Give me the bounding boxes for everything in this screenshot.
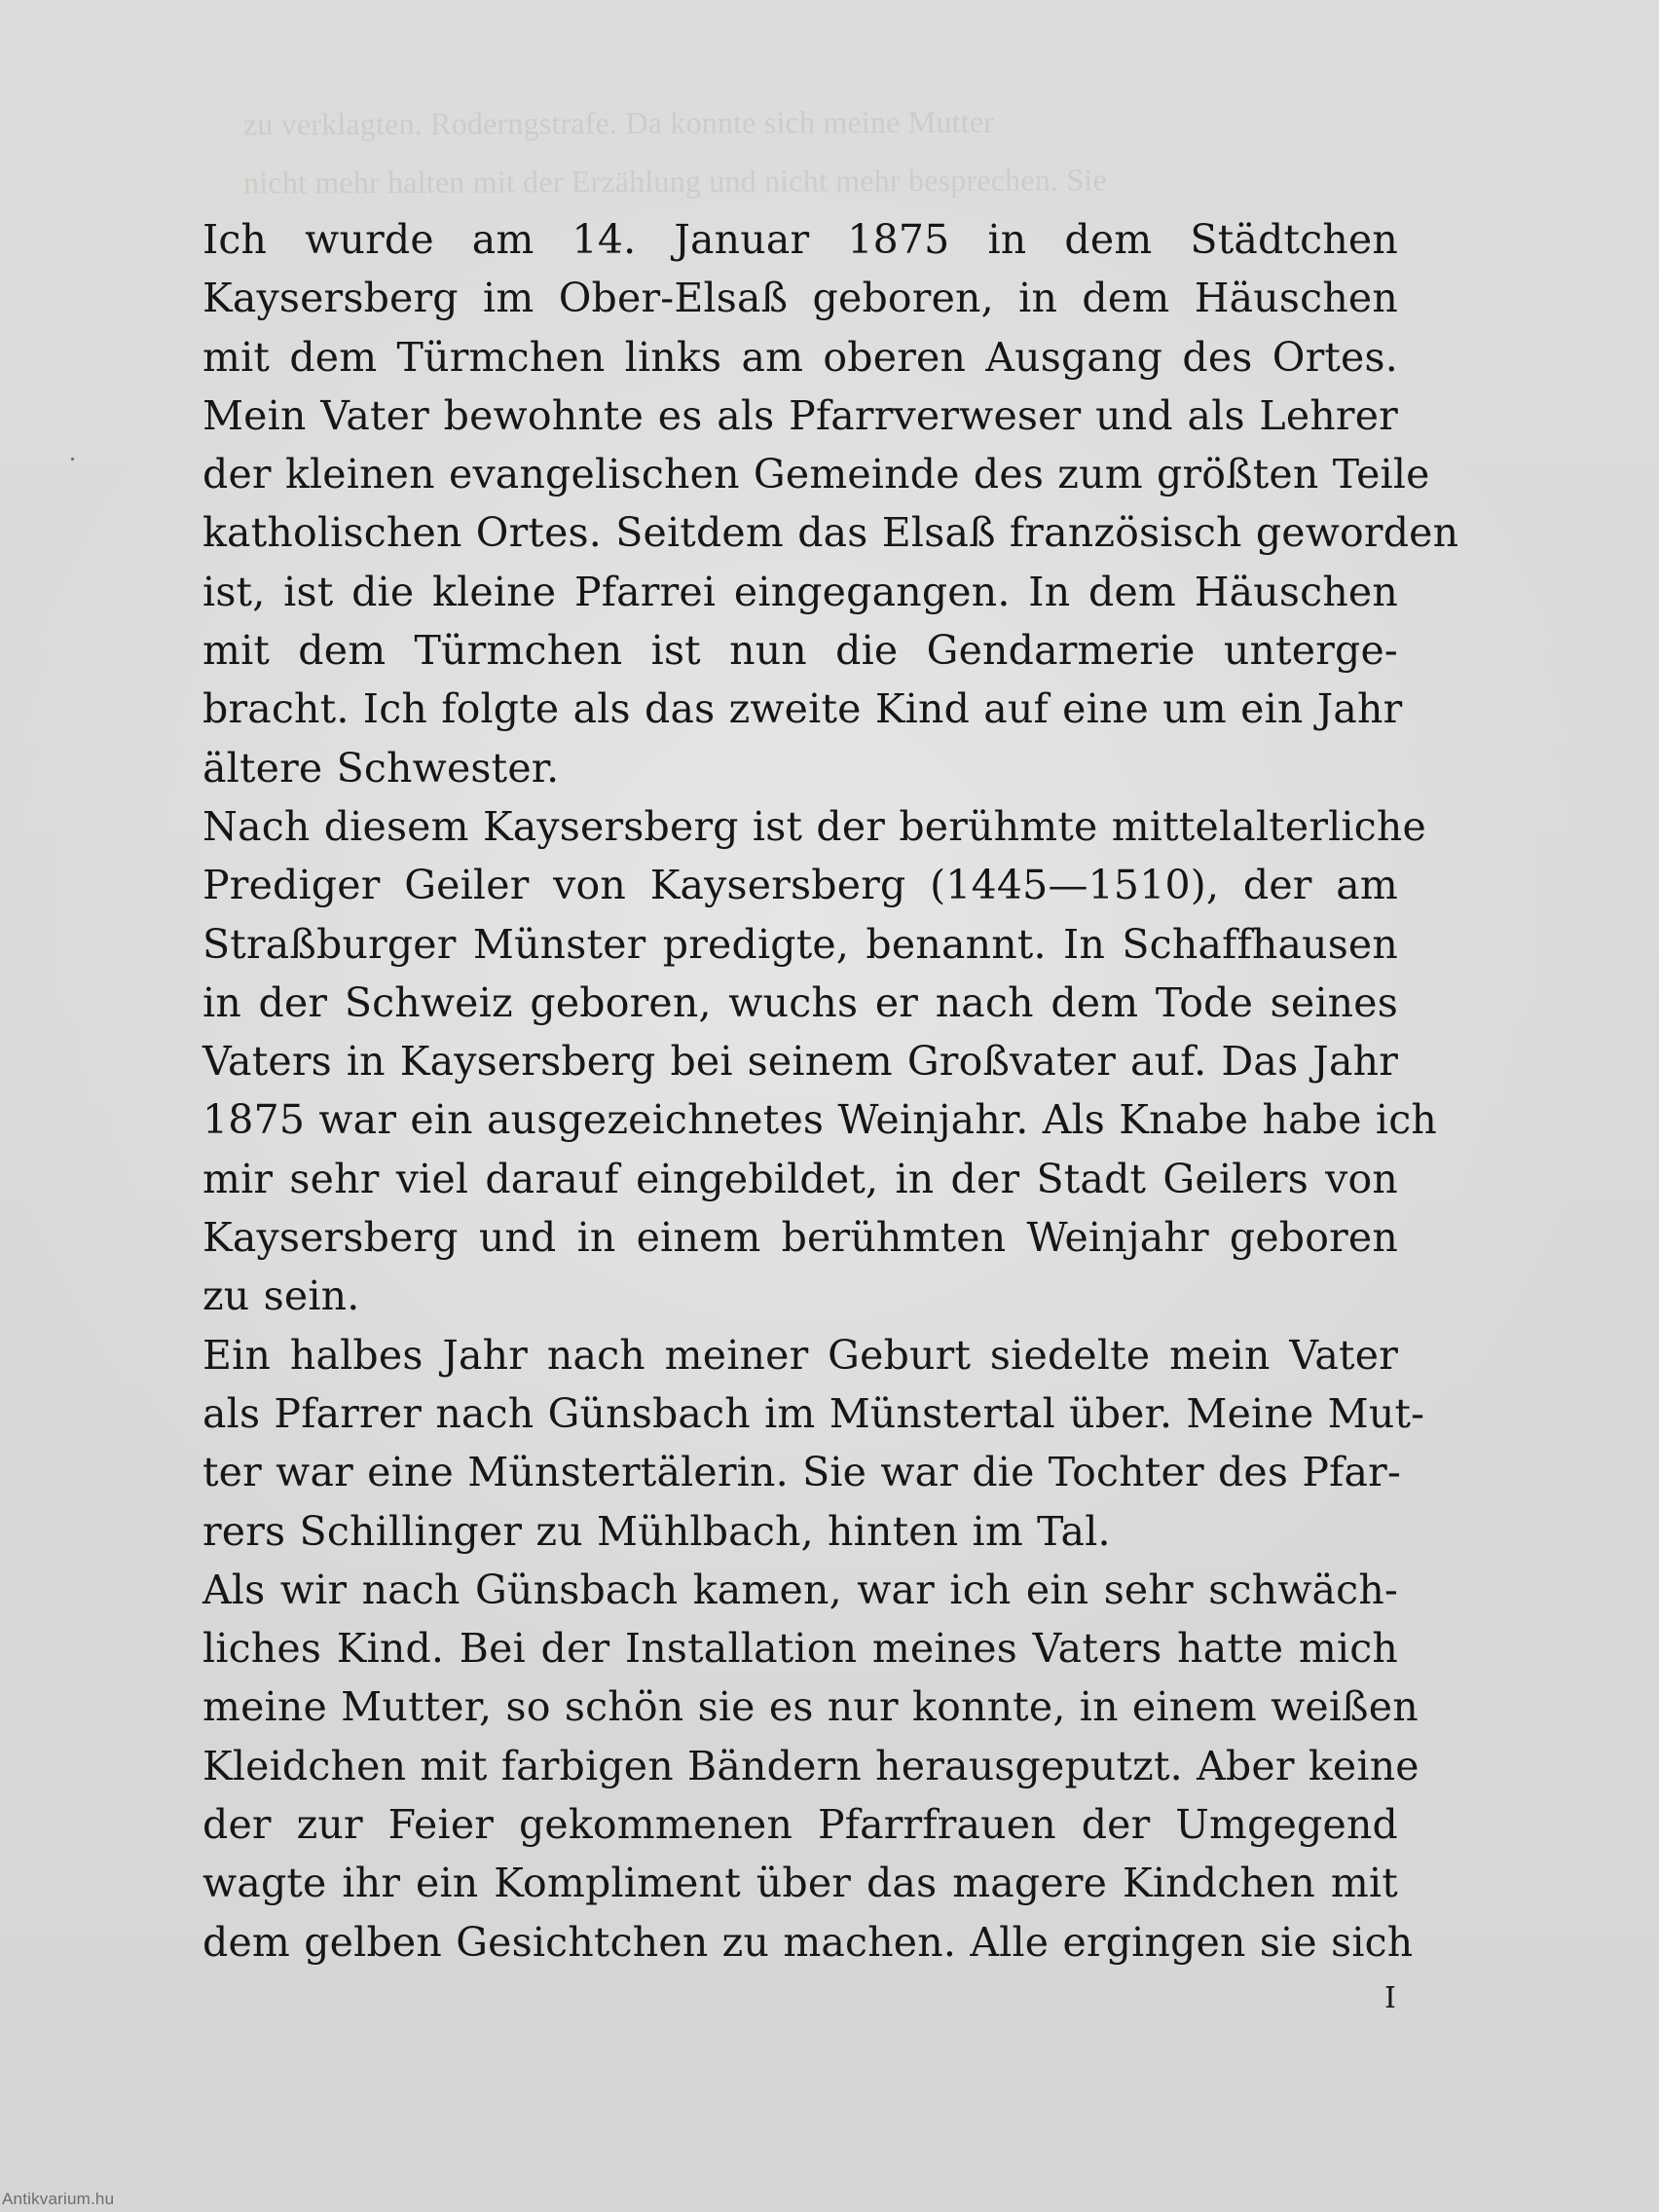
text-line: Ein halbes Jahr nach meiner Geburt siedelte mein Vater: [203, 1331, 1398, 1379]
text-line: Nach diesem Kaysersberg ist der berühmte mittelalterliche: [203, 802, 1426, 850]
text-line: Ich wurde am 14. Januar 1875 in dem Städtchen: [203, 216, 1398, 263]
text-line: liches Kind. Bei der Installation meines Vaters hatte mich: [203, 1625, 1398, 1673]
page-number: I: [1384, 1981, 1396, 2015]
text-line: in der Schweiz geboren, wuchs er nach dem Tode seines: [203, 978, 1398, 1026]
text-line: Kaysersberg im Ober-Elsaß geboren, in dem Häuschen: [203, 275, 1398, 322]
paper-speck: [71, 458, 74, 461]
text-line: Prediger Geiler von Kaysersberg (1445—1510), der am: [203, 862, 1398, 909]
text-line: dem gelben Gesichtchen zu machen. Alle ergingen sie sich: [203, 1918, 1414, 1966]
show-through-line: zu verklagten. Roderngstrafe. Da konnte sich meine Mutter: [242, 103, 995, 142]
text-line: Vaters in Kaysersberg bei seinem Großvater auf. Das Jahr: [203, 1038, 1398, 1086]
text-line: als Pfarrer nach Günsbach im Münstertal über. Meine Mut-: [203, 1389, 1425, 1437]
text-line: der zur Feier gekommenen Pfarrfrauen der Umgegend: [203, 1801, 1398, 1849]
text-line: ältere Schwester.: [203, 744, 560, 792]
text-line: rers Schillinger zu Mühlbach, hinten im Tal.: [203, 1507, 1111, 1555]
body-text: [203, 210, 1459, 1972]
text-line: Kaysersberg und in einem berühmten Weinjahr geboren: [203, 1214, 1398, 1262]
text-line: Mein Vater bewohnte es als Pfarrverweser und als Lehrer: [203, 391, 1398, 439]
text-line: bracht. Ich folgte als das zweite Kind auf eine um ein Jahr: [203, 685, 1403, 733]
text-line: der kleinen evangelischen Gemeinde des zum größten Teile: [203, 451, 1430, 498]
text-line: ist, ist die kleine Pfarrei eingegangen. In dem Häuschen: [203, 568, 1398, 615]
show-through-line: nicht mehr halten mit der Erzählung und nicht mehr besprechen. Sie: [243, 162, 1107, 201]
text-line: zu sein.: [203, 1272, 360, 1320]
text-line: Kleidchen mit farbigen Bändern herausgeputzt. Aber keine: [203, 1742, 1419, 1789]
text-line: wagte ihr ein Kompliment über das magere Kindchen mit: [203, 1860, 1398, 1907]
text-line: meine Mutter, so schön sie es nur konnte, in einem weißen: [203, 1683, 1419, 1731]
text-line: ter war eine Münstertälerin. Sie war die Tochter des Pfar-: [203, 1449, 1402, 1496]
show-through-text: [243, 91, 1626, 212]
text-line: mit dem Türmchen ist nun die Gendarmerie unterge-: [203, 627, 1398, 675]
text-line: Straßburger Münster predigte, benannt. In Schaffhausen: [203, 920, 1398, 968]
text-line: mir sehr viel darauf eingebildet, in der Stadt Geilers von: [203, 1155, 1398, 1202]
text-line: mit dem Türmchen links am oberen Ausgang des Ortes.: [203, 333, 1398, 381]
text-line: katholischen Ortes. Seitdem das Elsaß französisch geworden: [203, 509, 1459, 557]
text-line: 1875 war ein ausgezeichnetes Weinjahr. Als Knabe habe ich: [203, 1096, 1437, 1144]
watermark: Antikvarium.hu: [2, 2190, 115, 2208]
text-line: Als wir nach Günsbach kamen, war ich ein sehr schwäch-: [203, 1566, 1398, 1613]
